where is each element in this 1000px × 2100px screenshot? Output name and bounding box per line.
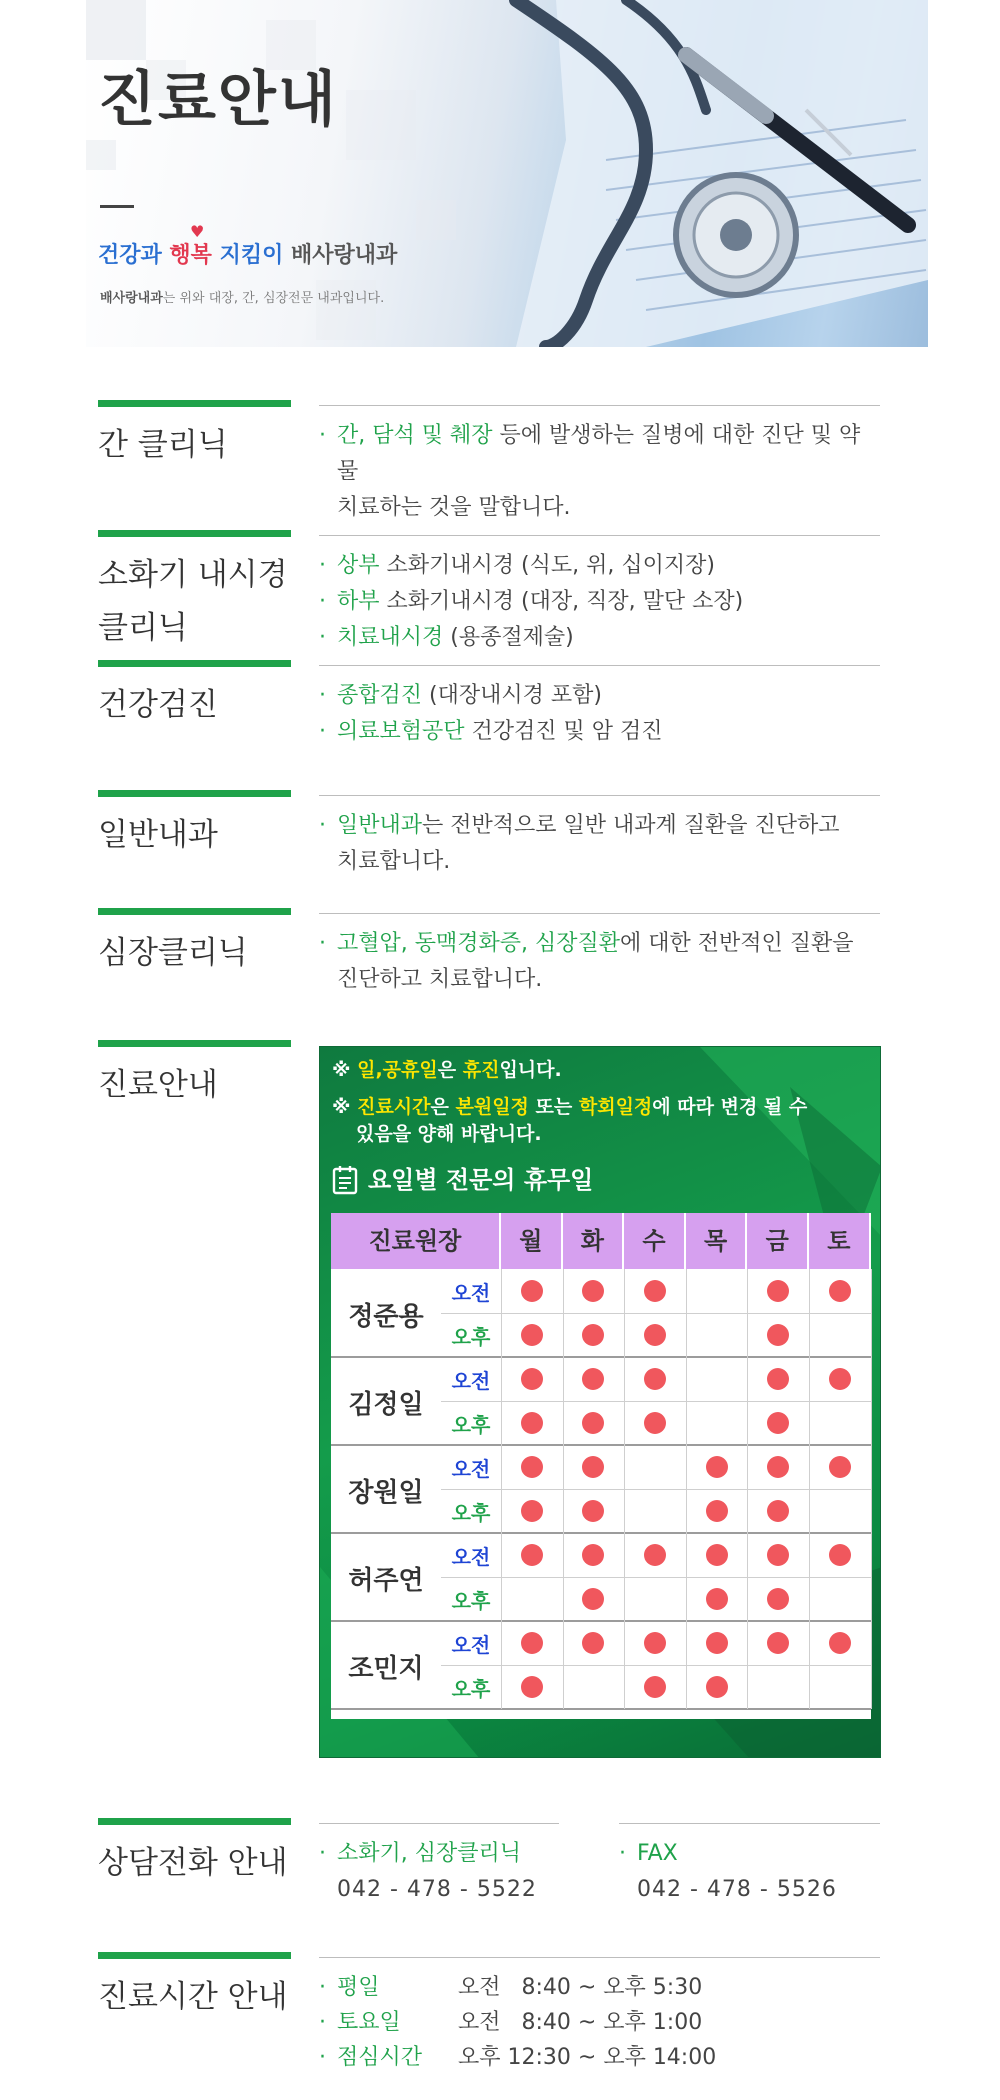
block-divider — [331, 1356, 871, 1358]
schedule-mark — [829, 1456, 851, 1478]
table-header-day: 월 — [501, 1213, 563, 1269]
page-title: 진료안내 — [98, 65, 338, 135]
schedule-panel — [319, 1046, 881, 1758]
schedule-mark — [644, 1632, 666, 1654]
schedule-mark — [644, 1324, 666, 1346]
schedule-mark — [706, 1544, 728, 1566]
block-divider — [331, 1708, 871, 1710]
doctor-schedule-table — [331, 1213, 871, 1719]
pm-label: 오후 — [451, 1677, 491, 1701]
schedule-mark — [706, 1456, 728, 1478]
column-divider — [686, 1269, 687, 1709]
hours-row: 평일 · 오전 8:40 ~ 오후 5:30 — [319, 1975, 703, 2000]
doctor-name: 장원일 — [348, 1478, 424, 1508]
table-header-day: 화 — [563, 1213, 625, 1269]
column-divider — [624, 1269, 625, 1709]
section-body: · 간, 담석 및 췌장 등에 발생하는 질병에 대한 진단 및 약물 치료하는 것을 말합니다. — [319, 405, 880, 526]
row-divider — [441, 1577, 871, 1578]
schedule-mark — [582, 1632, 604, 1654]
schedule-mark — [706, 1676, 728, 1698]
block-divider — [331, 1620, 871, 1622]
column-divider — [563, 1269, 564, 1709]
fax-info: · FAX 042 - 478 - 5526 — [619, 1823, 880, 1908]
table-header-day: 토 — [809, 1213, 871, 1269]
section-body: · 일반내과는 전반적으로 일반 내과계 질환을 진단하고 치료합니다. — [319, 795, 880, 880]
table-header-doctor: 진료원장 — [331, 1213, 501, 1269]
schedule-mark — [521, 1324, 543, 1346]
heart-icon: ♥ — [190, 222, 205, 241]
schedule-mark — [829, 1544, 851, 1566]
pm-label: 오후 — [451, 1589, 491, 1613]
schedule-mark — [644, 1676, 666, 1698]
schedule-mark — [582, 1588, 604, 1610]
block-divider — [331, 1532, 871, 1534]
table-header-day: 수 — [624, 1213, 686, 1269]
am-label: 오전 — [451, 1633, 491, 1657]
section-body: · 상부 소화기내시경 (식도, 위, 십이지장) · 하부 소화기내시경 (대장, 직장, 말단 소장) · 치료내시경 (용종절제술) — [319, 535, 880, 656]
doctor-name: 허주연 — [348, 1566, 424, 1596]
schedule-mark — [767, 1324, 789, 1346]
schedule-heading: 요일별 전문의 휴무일 — [368, 1166, 594, 1194]
schedule-mark — [521, 1632, 543, 1654]
pm-label: 오후 — [451, 1413, 491, 1437]
schedule-mark — [829, 1280, 851, 1302]
schedule-mark — [521, 1544, 543, 1566]
table-header-day: 금 — [747, 1213, 809, 1269]
pm-label: 오후 — [451, 1501, 491, 1525]
schedule-mark — [521, 1368, 543, 1390]
row-divider — [441, 1313, 871, 1314]
schedule-mark — [582, 1324, 604, 1346]
row-divider — [441, 1489, 871, 1490]
schedule-mark — [582, 1500, 604, 1522]
section-title: 간 클리닉 — [98, 400, 291, 472]
doctor-name: 조민지 — [348, 1654, 424, 1684]
clinic-phone-number[interactable]: 042 - 478 - 5522 — [337, 1877, 537, 1902]
section-title: 소화기 내시경 클리닉 — [98, 530, 291, 655]
notice-schedule-change: ※ 진료시간은 본원일정 또는 학회일정에 따라 변경 될 수 있음을 양해 바랍니다. — [332, 1096, 808, 1145]
schedule-mark — [706, 1500, 728, 1522]
schedule-mark — [767, 1368, 789, 1390]
schedule-mark — [829, 1368, 851, 1390]
schedule-mark — [521, 1500, 543, 1522]
section-title: 일반내과 — [98, 790, 291, 862]
schedule-mark — [582, 1280, 604, 1302]
schedule-mark — [767, 1456, 789, 1478]
clinic-phone: · 소화기, 심장클리닉 042 - 478 - 5522 — [319, 1823, 559, 1908]
schedule-mark — [767, 1588, 789, 1610]
section-title: 진료시간 안내 — [98, 1952, 291, 2024]
schedule-mark — [521, 1280, 543, 1302]
schedule-mark — [521, 1456, 543, 1478]
schedule-mark — [521, 1412, 543, 1434]
schedule-mark — [582, 1412, 604, 1434]
schedule-mark — [706, 1632, 728, 1654]
am-label: 오전 — [451, 1545, 491, 1569]
schedule-mark — [767, 1500, 789, 1522]
pm-label: 오후 — [451, 1325, 491, 1349]
section-body: · 고혈압, 동맥경화증, 심장질환에 대한 전반적인 질환을 진단하고 치료합니다. — [319, 913, 880, 998]
doctor-name: 정준용 — [348, 1302, 424, 1332]
hero-slogan: 건강과 행복 지킴이 배사랑내과 — [98, 243, 398, 268]
title-divider — [100, 205, 134, 208]
hero-banner — [86, 0, 928, 347]
section-title: 상담전화 안내 — [98, 1818, 291, 1890]
schedule-mark — [521, 1676, 543, 1698]
calendar-icon — [332, 1165, 358, 1195]
section-title: 심장클리닉 — [98, 908, 291, 980]
column-divider — [747, 1269, 748, 1709]
schedule-mark — [582, 1456, 604, 1478]
column-divider — [809, 1269, 810, 1709]
schedule-mark — [829, 1632, 851, 1654]
schedule-mark — [582, 1544, 604, 1566]
table-header-day: 목 — [686, 1213, 748, 1269]
schedule-mark — [767, 1632, 789, 1654]
hours-list — [319, 1957, 880, 2075]
doctor-name: 김정일 — [348, 1390, 424, 1420]
am-label: 오전 — [451, 1457, 491, 1481]
hero-subtitle: 배사랑내과는 위와 대장, 간, 심장전문 내과입니다. — [100, 291, 385, 306]
notice-closed-days: ※ 일,공휴일은 휴진입니다. — [332, 1059, 562, 1081]
column-divider — [871, 1269, 872, 1709]
schedule-mark — [644, 1280, 666, 1302]
block-divider — [331, 1444, 871, 1446]
am-label: 오전 — [451, 1281, 491, 1305]
row-divider — [441, 1401, 871, 1402]
schedule-mark — [767, 1412, 789, 1434]
schedule-mark — [644, 1544, 666, 1566]
schedule-mark — [644, 1368, 666, 1390]
schedule-mark — [582, 1368, 604, 1390]
fax-number: 042 - 478 - 5526 — [637, 1877, 837, 1902]
hours-row: 점심시간 · 오후 12:30 ~ 오후 14:00 — [319, 2045, 717, 2070]
section-title: 진료안내 — [98, 1040, 291, 1112]
schedule-mark — [644, 1412, 666, 1434]
schedule-mark — [767, 1544, 789, 1566]
section-body: · 종합검진 (대장내시경 포함) · 의료보험공단 건강검진 및 암 검진 — [319, 665, 880, 750]
column-divider — [501, 1269, 502, 1709]
am-label: 오전 — [451, 1369, 491, 1393]
schedule-mark — [767, 1280, 789, 1302]
hours-row: 토요일 · 오전 8:40 ~ 오후 1:00 — [319, 2010, 703, 2035]
row-divider — [441, 1665, 871, 1666]
section-title: 건강검진 — [98, 660, 291, 732]
schedule-mark — [706, 1588, 728, 1610]
